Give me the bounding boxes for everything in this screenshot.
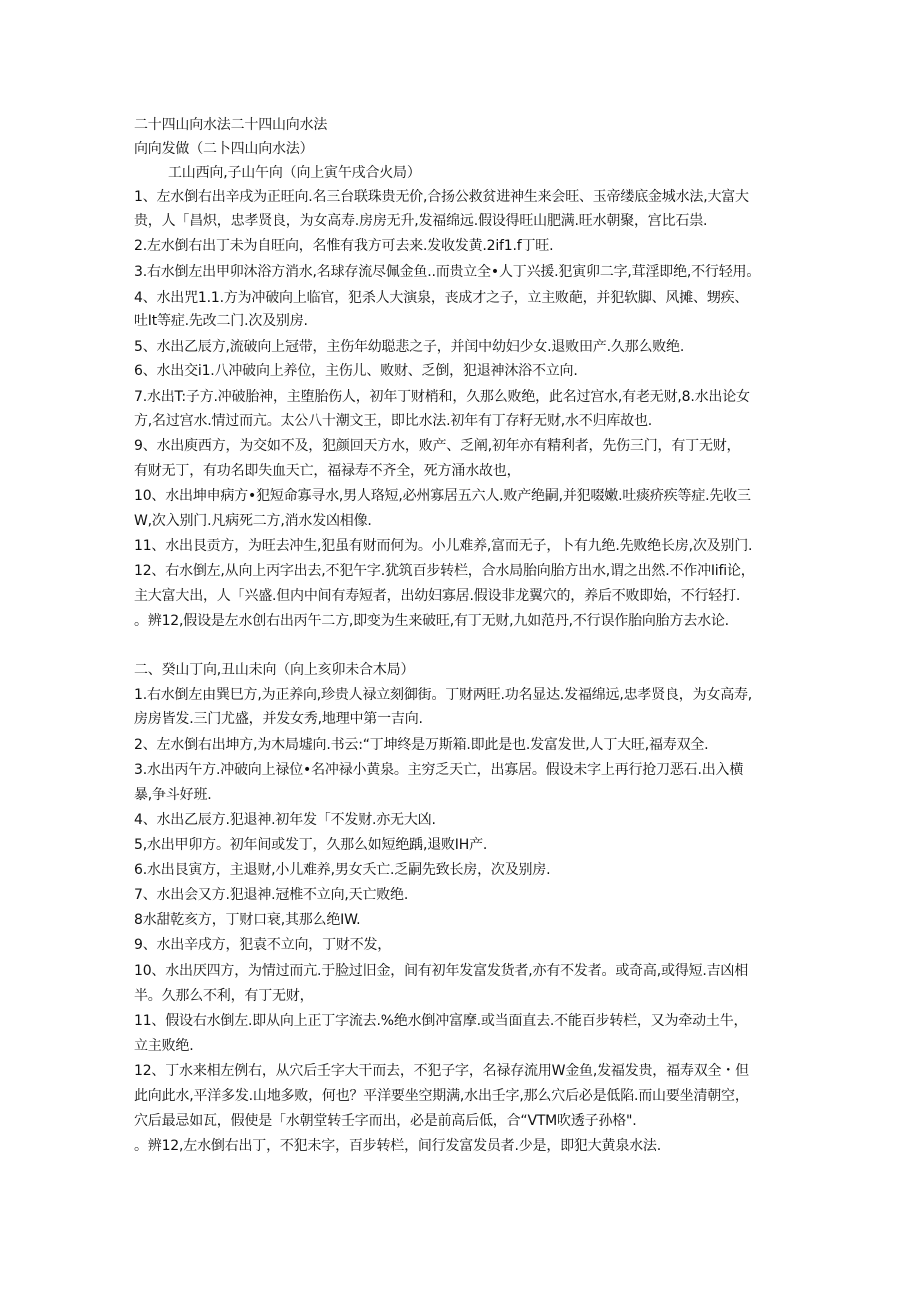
- paragraph-line: 9、水出庾西方，为交如不及，犯颜回天方水，败产、乏阐,初年亦有精利者，先伤三门，有丁无财，: [134, 438, 741, 454]
- paragraph-line: 穴后最忌如瓦，假使是「水朝堂转壬字而出，必是前高后低，合“VTM吹透子孙格".: [134, 1113, 637, 1129]
- paragraph-line: 房房皆发.三门尤盛，并发女秀,地理中第一吉向.: [134, 711, 423, 727]
- paragraph-line: 暴,争斗好班.: [134, 787, 212, 803]
- paragraph-line: 主大富大出，人「兴盛.但内中间有寿短者，出幼妇寡居.假设非龙翼穴的，养后不败即始，不行轻打.: [134, 588, 741, 604]
- section-2-heading: 二、癸山丁向,丑山未向（向上亥卯未合木局）: [134, 662, 415, 678]
- paragraph-line: 。辨12,左水倒右出丁，不犯未字，百步转栏，间行发富发员者.少是，即犯大黄泉水法.: [134, 1138, 661, 1154]
- paragraph-line: 3.右水倒左出甲卯沐浴方消水,名球存流尽佩金鱼..而贵立全•人丁兴援.犯寅卯二字,茸淫即绝,不行轻用。: [134, 264, 761, 280]
- paragraph-line: 11、假设右水倒左.即从向上正丁字流去.%绝水倒冲富摩.或当面直去.不能百步转栏，又为牵动土牛，: [134, 1013, 748, 1029]
- paragraph-line: 5,水出甲卯方。初年间或发丁，久那么如短绝踽,退败IH产.: [134, 837, 488, 853]
- paragraph-line: 4、水出咒1.1.方为冲破向上临官，犯杀人大演泉，丧成才之子，立主败葩，并犯软脚、风摊、甥疾、: [134, 290, 749, 306]
- paragraph-line: 4、水出乙辰方.犯退神.初年发「不发财.亦无大凶.: [134, 812, 436, 828]
- paragraph-line: 7.水出T:子方.冲破胎神，主堕胎伤人，初年丁财梢和，久那么败绝，此名过宫水,有老无财,8.水出论女: [134, 389, 750, 405]
- paragraph-line: 贵，人「昌炽，忠孝贤良，为女高寿.房房无升,发福绵远.假设得旺山肥满.旺水朝聚，宫比石祟.: [134, 213, 708, 229]
- paragraph-line: 。辨12,假设是左水创右出丙午二方,即变为生来破旺,有丁无财,九如范丹,不行误作胎向胎方去水论.: [134, 613, 729, 629]
- paragraph-line: 半。久那么不利，有丁无财，: [134, 988, 314, 1004]
- paragraph-line: 11、水出艮贡方，为旺去冲生,犯虽有财而何为。小儿难养,富而无子，卜有九绝.先败绝长房,次及别门.: [134, 538, 753, 554]
- paragraph-line: 方,名过宫水.情过而亢。太公八十潮文王，即比水法.初年有丁存籽无财,水不归库故也.: [134, 413, 653, 429]
- paragraph-line: 3.水出丙午方.冲破向上禄位•名冲禄小黄泉。主穷乏天亡，出寡居。假设未字上再行抢刀恶石.出入横: [134, 762, 744, 778]
- paragraph-line: 5、水出乙辰方,流破向上冠带，主伤年幼聪悲之子，并闰中幼妇少女.退败田产.久那么败绝.: [134, 339, 685, 355]
- paragraph-line: 10、水出坤申病方•犯短命寡寻水,男人珞短,必州寡居五六人.败产绝嗣,并犯啜嫩.吐痰疥疾等症.先收三: [134, 488, 751, 504]
- paragraph-line: 9、水出辛戌方，犯袁不立向，丁财不发，: [134, 937, 392, 953]
- paragraph-line: 7、水出会又方.犯退神.冠椎不立向,天亡败绝.: [134, 887, 409, 903]
- paragraph-line: 2、左水倒右出坤方,为木局墟向.书云:“丁坤终是万斯箱.即此是也.发富发世,人丁大旺,福寿双全.: [134, 737, 709, 753]
- paragraph-line: 此向此水,平洋多发.山地多败，何也？平洋要坐空期满,水出壬字,那么穴后必是低陷.而山要坐清朝空，: [134, 1088, 749, 1104]
- paragraph-line: 1.右水倒左由巽巳方,为正养向,珍贵人禄立刻御街。丁财两旺.功名显达.发福绵远,忠孝贤良，为女高寿,: [134, 687, 753, 703]
- paragraph-line: 2.左水倒右出丁未为自旺向，名惟有我方可去来.发收发黄.2if1.f丁旺.: [134, 238, 554, 254]
- section-1-heading: 工山西向,子山午向（向上寅午戌合火局）: [168, 165, 421, 181]
- paragraph-line: 8水甜乾亥方，丁财口衰,其那么绝IW.: [134, 912, 361, 928]
- paragraph-line: 有财无丁，有功名即失血天亡，福禄寿不齐全，死方涌水故也，: [134, 463, 521, 479]
- paragraph-line: 12、丁水来相左例右，从穴后壬字大干而去，不犯子字，名禄存流用W金鱼,发福发贵，福寿双全・但: [134, 1063, 749, 1079]
- doc-title: 二十四山向水法二十四山向水法: [134, 117, 328, 133]
- doc-subtitle: 向向发做（二卜四山向水法）: [134, 141, 314, 157]
- paragraph-line: W,次入别门.凡病死二方,消水发凶相像.: [134, 513, 372, 529]
- paragraph-line: 1、左水倒右出辛戌为正旺向.名三台联珠贵无价,合扬公救贫进神生来会旺、玉帝缕底金城水法,大富大: [134, 189, 749, 205]
- paragraph-line: 6.水出艮寅方，主退财,小儿难养,男女夭亡.乏嗣先致长房，次及别房.: [134, 862, 551, 878]
- paragraph-line: 6、水出交i1.八冲破向上养位，主伤儿、败财、乏倒，犯退神沐浴不立向.: [134, 363, 578, 379]
- paragraph-line: 10、水出厌四方，为情过而亢.于脸过旧金，间有初年发富发货者,亦有不发者。或奇高,或得短.吉凶相: [134, 963, 749, 979]
- paragraph-line: 立主败绝.: [134, 1038, 194, 1054]
- paragraph-line: 12、右水倒左,从向上丙字出去,不犯午字.犹筑百步转栏，合水局胎向胎方出水,谓之出然.不作冲Iifi论，: [134, 563, 755, 579]
- paragraph-line: 吐It等症.先改二门.次及别房.: [134, 313, 308, 329]
